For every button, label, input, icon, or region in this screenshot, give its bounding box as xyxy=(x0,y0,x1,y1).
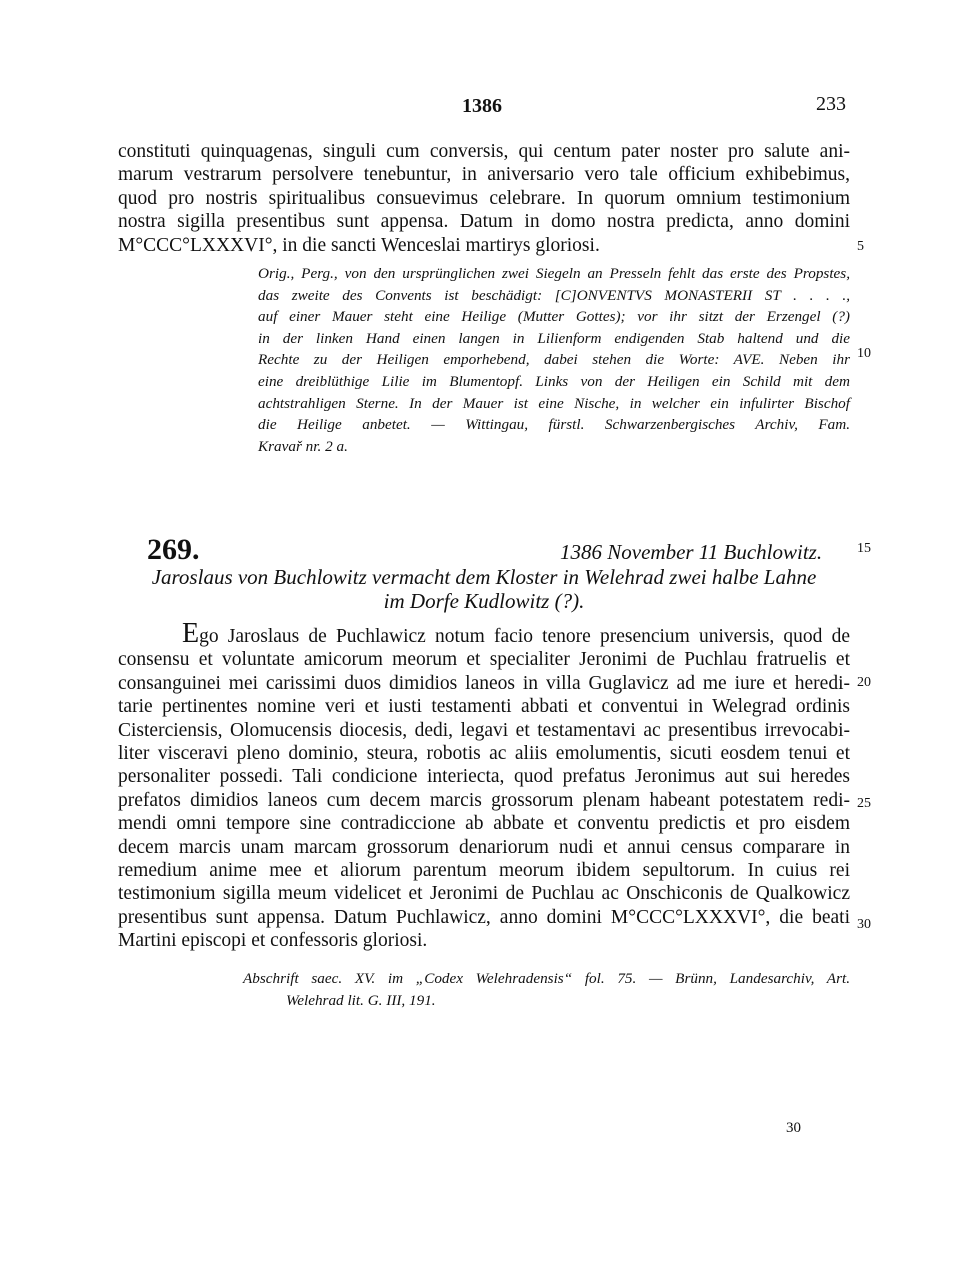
charter-text xyxy=(118,618,850,953)
text-line: Martini episcopi et confessoris gloriosi. xyxy=(118,930,428,952)
text-line: nostra sigilla presentibus sunt appensa. Datum in domo nostra predicta, anno domini xyxy=(118,211,850,233)
note-line: Welehrad lit. G. III, 191. xyxy=(286,991,436,1009)
document-date-place: 1386 November 11 Buchlowitz. xyxy=(560,540,823,564)
continuation-paragraph xyxy=(118,140,850,257)
summary-line: Jaroslaus von Buchlowitz vermacht dem Kloster in Welehrad zwei halbe Lahne xyxy=(151,565,817,589)
note-line: Kravař nr. 2 a. xyxy=(258,437,348,455)
source-note xyxy=(243,968,850,1011)
summary-line: im Dorfe Kudlowitz (?). xyxy=(383,589,585,613)
document-number: 269. xyxy=(147,533,200,566)
text-line: quod pro nostris spiritualibus consuevimus celebrare. In quorum omnium testimonium xyxy=(118,187,850,209)
text-line: liter visceravi pleno dominio, steura, robotis ac aliis emolumentis, sicuti eosdem tenui et xyxy=(118,743,850,765)
text-line: prefatos dimidios laneos cum decem marcis grossorum plenam habeant potestatem redi- xyxy=(118,789,850,811)
text-line: decem marcis unam marcam grossorum denariorum nudi et annui census comparare in xyxy=(118,836,850,858)
text-line: mendi omni tempore sine contradiccione ab abbate et conventu predictis et pro eisdem xyxy=(118,813,850,835)
text-line: remedium anime mee et aliorum parentum meorum ibidem sepultorum. In cuius rei xyxy=(118,860,850,882)
text-line: presentibus sunt appensa. Datum Puchlawicz, anno domini M°CCC°LXXXVI°, die beati xyxy=(118,906,850,928)
running-header-year: 1386 xyxy=(462,95,502,117)
text-line: personaliter possedi. Tali condicione interiecta, quod prefatus Jeronimus aut sui heredes xyxy=(118,766,850,788)
text-line: M°CCC°LXXXVI°, in die sancti Wenceslai martirys gloriosi. xyxy=(118,234,600,256)
note-line: auf einer Mauer steht eine Heilige (Mutter Gottes); vor ihr sitzt der Erzengel (?) xyxy=(258,308,850,326)
note-line: eine dreiblüthige Lilie im Blumentopf. Links von der Heiligen ein Schild mit dem xyxy=(258,372,850,390)
text-line: consanguinei mei carissimi duos dimidios laneos in villa Guglavicz ad me iure et heredi- xyxy=(118,672,850,694)
text-line: Cisterciensis, Olomucensis diocesis, dedi, legavi et testamentavi ac presentibus irrevocabi- xyxy=(118,719,850,741)
text-line: marum vestrarum persolvere tenebuntur, in aniversario vero tale officium exhibebimus, xyxy=(118,164,850,186)
initial-letter: E xyxy=(182,618,200,649)
note-line: in der linken Hand einen langen in Lilienform endigenden Stab haltend und die xyxy=(258,329,850,347)
text-line: constituti quinquagenas, singuli cum conversis, qui centum pater noster pro salute ani- xyxy=(118,141,850,162)
page-number: 233 xyxy=(816,93,846,115)
line-number-15: 15 xyxy=(857,541,871,556)
document-summary xyxy=(118,565,850,613)
text-line: consensu et voluntate amicorum meorum et specialiter Jeronimi de Puchlau fratruelis et xyxy=(118,649,850,671)
note-line: das zweite des Convents ist beschädigt: [C]ONVENTVS MONASTERII ST . . . ., xyxy=(258,286,850,304)
line-number-20: 20 xyxy=(857,675,871,690)
line-number-30: 30 xyxy=(857,917,871,932)
text-line: Ego Jaroslaus de Puchlawicz notum facio tenore presencium universis, quod de xyxy=(182,618,850,649)
note-line: die Heilige anbetet. — Wittingau, fürstl. Schwarzenbergisches Archiv, Fam. xyxy=(258,416,850,434)
line-number-5: 5 xyxy=(857,239,864,254)
note-line: Rechte zu der Heiligen emporhebend, dabei stehen die Worte: AVE. Neben ihr xyxy=(258,351,850,369)
note-line: Orig., Perg., von den ursprünglichen zwei Siegeln an Presseln fehlt das erste des Propstes, xyxy=(258,265,850,282)
signature-mark: 30 xyxy=(786,1120,801,1136)
text-line: tarie pertinentes nomine veri et iusti testamenti abbati et conventui in Welegrad ordinis xyxy=(118,696,850,718)
line-number-10: 10 xyxy=(857,346,871,361)
note-line: Abschrift saec. XV. im „Codex Welehradensis“ fol. 75. — Brünn, Landesarchiv, Art. xyxy=(243,970,850,987)
note-line: achtstrahligen Sterne. In der Mauer ist eine Nische, in welcher ein infulirter Bischof xyxy=(258,394,850,412)
seal-description-note xyxy=(258,263,850,457)
text-line: testimonium sigilla meum videlicet et Jeronimi de Puchlau ac Onschiconis de Qualkowicz xyxy=(118,883,850,905)
line-number-25: 25 xyxy=(857,796,871,811)
